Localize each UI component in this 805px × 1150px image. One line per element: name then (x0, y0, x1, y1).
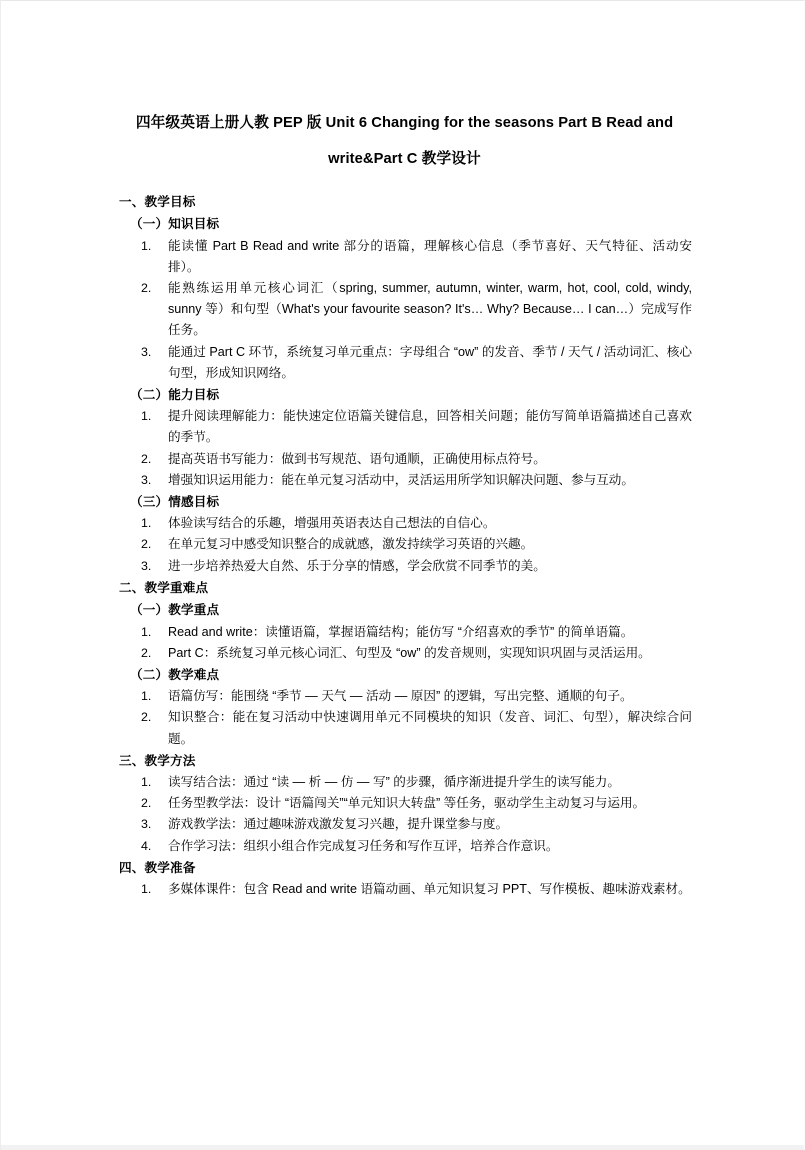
document-sections (117, 191, 692, 900)
list-item-text: 游戏教学法：通过趣味游戏激发复习兴趣，提升课堂参与度。 (168, 817, 509, 832)
subsection-heading: （一）知识目标 (130, 217, 220, 232)
list-item-text: Part C：系统复习单元核心词汇、句型及 “ow” 的发音规则，实现知识巩固与灵活运用。 (168, 645, 651, 660)
list-item (117, 814, 692, 835)
ordered-list (117, 406, 692, 491)
list-item-text: Read and write：读懂语篇，掌握语篇结构；能仿写 “介绍喜欢的季节” 的简单语篇。 (168, 624, 634, 639)
list-item (117, 470, 692, 491)
ordered-list (117, 686, 692, 749)
subsection-heading: （三）情感目标 (130, 494, 220, 509)
list-item-text: 体验读写结合的乐趣，增强用英语表达自己想法的自信心。 (168, 516, 496, 531)
list-item (117, 836, 692, 857)
list-item-number: 3. (141, 558, 152, 573)
list-item-number: 3. (141, 344, 152, 359)
list-item (117, 643, 692, 664)
list-item-number: 3. (141, 817, 152, 832)
list-item (117, 513, 692, 534)
list-item-text: 进一步培养热爱大自然、乐于分享的情感，学会欣赏不同季节的美。 (168, 558, 546, 573)
list-item (117, 449, 692, 470)
document-content (1, 1, 804, 900)
ordered-list (117, 236, 692, 384)
list-item (117, 236, 692, 278)
list-item-text: 知识整合：能在复习活动中快速调用单元不同模块的知识（发音、词汇、句型），解决综合问题。 (168, 710, 692, 746)
list-item-number: 2. (141, 796, 152, 811)
list-item (117, 686, 692, 707)
list-item (117, 278, 692, 341)
list-item-number: 2. (141, 281, 152, 296)
list-item (117, 556, 692, 577)
page-bottom-edge (1, 1145, 804, 1150)
subsection-heading: （二）教学难点 (130, 667, 220, 682)
list-item-number: 1. (141, 689, 152, 704)
list-item-number: 1. (141, 409, 152, 424)
list-item-text: 合作学习法：组织小组合作完成复习任务和写作互评，培养合作意识。 (168, 838, 559, 853)
list-item (117, 793, 692, 814)
subsection-heading: （二）能力目标 (130, 387, 220, 402)
list-item-number: 1. (141, 516, 152, 531)
list-item-text: 读写结合法：通过 “读 — 析 — 仿 — 写” 的步骤，循序渐进提升学生的读写能力。 (168, 775, 620, 790)
list-item-text: 多媒体课件：包含 Read and write 语篇动画、单元知识复习 PPT、写作模板、趣味游戏素材。 (168, 882, 691, 897)
list-item-text: 在单元复习中感受知识整合的成就感，激发持续学习英语的兴趣。 (168, 537, 534, 552)
list-item-number: 2. (141, 645, 152, 660)
list-item-number: 4. (141, 838, 152, 853)
list-item (117, 707, 692, 749)
list-item (117, 342, 692, 384)
list-item-number: 1. (141, 624, 152, 639)
list-item-text: 语篇仿写：能围绕 “季节 — 天气 — 活动 — 原因” 的逻辑，写出完整、通顺的句子。 (168, 689, 633, 704)
list-item-text: 能通过 Part C 环节，系统复习单元重点：字母组合 “ow” 的发音、季节 / 天气 / 活动词汇、核心句型，形成知识网络。 (168, 344, 692, 380)
list-item-number: 2. (141, 451, 152, 466)
list-item-text: 能读懂 Part B Read and write 部分的语篇，理解核心信息（季节喜好、天气特征、活动安排）。 (168, 238, 692, 274)
list-item-number: 1. (141, 775, 152, 790)
list-item (117, 879, 692, 900)
list-item-text: 提升阅读理解能力：能快速定位语篇关键信息，回答相关问题；能仿写简单语篇描述自己喜欢的季节。 (168, 409, 692, 445)
list-item-number: 3. (141, 472, 152, 487)
section-heading: 四、教学准备 (119, 860, 196, 875)
ordered-list (117, 622, 692, 664)
list-item-number: 1. (141, 238, 152, 253)
list-item-number: 1. (141, 882, 152, 897)
page-title: 四年级英语上册人教 PEP 版 Unit 6 Changing for the seasons Part B Read and write&Part C 教学设计 (135, 115, 674, 168)
list-item (117, 534, 692, 555)
ordered-list (117, 513, 692, 576)
section-heading: 一、教学目标 (119, 195, 196, 210)
list-item-number: 2. (141, 710, 152, 725)
ordered-list (117, 879, 692, 900)
list-item-text: 能熟练运用单元核心词汇（spring, summer, autumn, winter, warm, hot, cool, cold, windy, sunny 等）和句型（What's your favourite season? It's… Why? Because… I can…）完成写作任务。 (168, 281, 692, 338)
list-item-text: 提高英语书写能力：做到书写规范、语句通顺，正确使用标点符号。 (168, 451, 546, 466)
section-heading: 三、教学方法 (119, 753, 196, 768)
list-item (117, 406, 692, 448)
list-item (117, 622, 692, 643)
ordered-list (117, 772, 692, 857)
list-item-text: 增强知识运用能力：能在单元复习活动中，灵活运用所学知识解决问题、参与互动。 (168, 472, 634, 487)
list-item (117, 772, 692, 793)
list-item-text: 任务型教学法：设计 “语篇闯关”“单元知识大转盘” 等任务，驱动学生主动复习与运用。 (168, 796, 646, 811)
subsection-heading: （一）教学重点 (130, 603, 220, 618)
section-heading: 二、教学重难点 (119, 580, 209, 595)
list-item-number: 2. (141, 537, 152, 552)
